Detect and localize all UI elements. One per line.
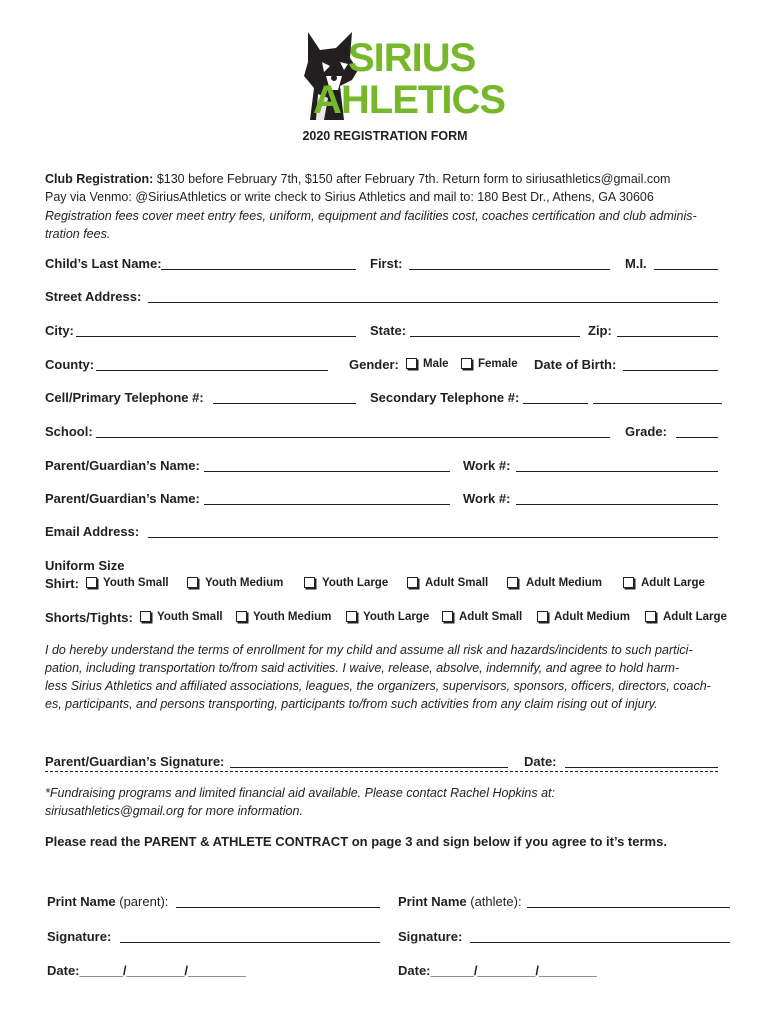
zip-field[interactable]: [617, 336, 718, 337]
form-title: 2020 REGISTRATION FORM: [302, 129, 468, 143]
parent-name-1-field[interactable]: [204, 471, 450, 472]
parent-signature-2-label: Signature:: [47, 929, 112, 944]
school-field[interactable]: [96, 437, 610, 438]
shirt-adult-large-label: Adult Large: [641, 577, 705, 589]
athlete-suffix: (athlete):: [466, 894, 522, 909]
shirt-adult-small-checkbox[interactable]: [407, 577, 418, 588]
parent-name-2-label: Parent/Guardian’s Name:: [45, 491, 200, 506]
shorts-adult-large-checkbox[interactable]: [645, 611, 656, 622]
waiver-line: I do hereby understand the terms of enrollment for my child and assume all risk and hazards/incidents to such partici-: [45, 643, 693, 657]
grade-field[interactable]: [676, 437, 718, 438]
date-of-birth-label: Date of Birth:: [534, 357, 617, 372]
first-name-label: First:: [370, 256, 403, 271]
parent-signature-label: Parent/Guardian’s Signature:: [45, 754, 225, 769]
state-field[interactable]: [410, 336, 580, 337]
shorts-adult-medium-checkbox[interactable]: [537, 611, 548, 622]
zip-label: Zip:: [588, 323, 612, 338]
waiver-line: less Sirius Athletics and affiliated associations, leagues, the organizers, supervisors, sponsors, officers, directors, coach-: [45, 679, 711, 693]
shorts-tights-label: Shorts/Tights:: [45, 610, 133, 625]
work-phone-1-label: Work #:: [463, 458, 511, 473]
uniform-size-heading: Uniform Size: [45, 558, 125, 573]
shorts-youth-small-checkbox[interactable]: [140, 611, 151, 622]
club-registration-label: Club Registration:: [45, 172, 154, 186]
work-phone-1-field[interactable]: [516, 471, 718, 472]
parent-name-2-field[interactable]: [204, 504, 450, 505]
signature-date-label: Date:: [524, 754, 557, 769]
logo: [300, 28, 506, 123]
secondary-phone-field-1[interactable]: [523, 403, 588, 404]
gender-female-checkbox[interactable]: [461, 358, 472, 369]
waiver-line: es, participants, and persons transporting, participants to/from such activities from any claim rising out of injury.: [45, 697, 658, 711]
logo-line-1: SIRIUS: [348, 36, 476, 80]
athlete-date-field[interactable]: Date:______/________/________: [398, 963, 597, 978]
print-name-parent-label: [47, 894, 168, 909]
parent-signature-2-field[interactable]: [120, 942, 380, 943]
shirt-adult-medium-checkbox[interactable]: [507, 577, 518, 588]
shirt-youth-medium-label: Youth Medium: [205, 577, 284, 589]
club-registration-fees: $130 before February 7th, $150 after February 7th. Return form to siriusathletics@gmail.com: [153, 172, 671, 186]
shirt-youth-small-checkbox[interactable]: [86, 577, 97, 588]
county-label: County:: [45, 357, 95, 372]
financial-aid-note-2: siriusathletics@gmail.org for more information.: [45, 804, 303, 818]
print-name-text: Print Name: [398, 894, 467, 909]
print-name-athlete-field[interactable]: [527, 907, 730, 908]
shirt-youth-large-label: Youth Large: [322, 577, 389, 589]
print-name-text: Print Name: [47, 894, 116, 909]
first-name-field[interactable]: [409, 269, 610, 270]
print-name-athlete-label: [398, 894, 522, 909]
shirt-youth-medium-checkbox[interactable]: [187, 577, 198, 588]
gender-female-label: Female: [478, 358, 518, 370]
middle-initial-label: M.I.: [625, 256, 647, 271]
payment-text: Pay via Venmo: @SiriusAthletics or write check to Sirius Athletics and mail to: 180 Best Dr., Athens, GA 30606: [45, 190, 654, 204]
shirt-label: Shirt:: [45, 576, 79, 591]
gender-male-label: Male: [423, 358, 449, 370]
email-label: Email Address:: [45, 524, 140, 539]
shirt-adult-small-label: Adult Small: [425, 577, 489, 589]
financial-aid-note-1: *Fundraising programs and limited financial aid available. Please contact Rachel Hopkins at:: [45, 786, 555, 800]
parent-signature-field[interactable]: [230, 767, 508, 768]
shorts-youth-large-label: Youth Large: [363, 611, 430, 623]
gender-label: Gender:: [349, 357, 399, 372]
shorts-adult-small-label: Adult Small: [459, 611, 523, 623]
email-field[interactable]: [148, 537, 718, 538]
shirt-youth-large-checkbox[interactable]: [304, 577, 315, 588]
waiver-line: pation, including transportation to/from said activities. I waive, release, absolve, indemnify, and agree to hold harm-: [45, 661, 680, 675]
parent-name-1-label: Parent/Guardian’s Name:: [45, 458, 200, 473]
secondary-phone-field-2[interactable]: [593, 403, 722, 404]
parent-suffix: (parent):: [115, 894, 169, 909]
childs-last-name-field[interactable]: [161, 269, 356, 270]
school-label: School:: [45, 424, 93, 439]
city-label: City:: [45, 323, 74, 338]
shirt-adult-large-checkbox[interactable]: [623, 577, 634, 588]
signature-dash-line: [45, 771, 718, 772]
shorts-youth-medium-label: Youth Medium: [253, 611, 332, 623]
shorts-youth-large-checkbox[interactable]: [346, 611, 357, 622]
shorts-youth-medium-checkbox[interactable]: [236, 611, 247, 622]
signature-date-field[interactable]: [565, 767, 718, 768]
grade-label: Grade:: [625, 424, 667, 439]
date-of-birth-field[interactable]: [623, 370, 718, 371]
shirt-adult-medium-label: Adult Medium: [526, 577, 603, 589]
athlete-signature-field[interactable]: [470, 942, 730, 943]
fees-note-2: tration fees.: [45, 227, 111, 241]
logo-line-2: HLETICS: [340, 78, 506, 122]
fees-note-1: Registration fees cover meet entry fees, uniform, equipment and facilities cost, coaches certification and club adminis-: [45, 209, 697, 223]
city-field[interactable]: [76, 336, 356, 337]
shirt-youth-small-label: Youth Small: [103, 577, 169, 589]
cell-phone-label: Cell/Primary Telephone #:: [45, 390, 204, 405]
middle-initial-field[interactable]: [654, 269, 718, 270]
print-name-parent-field[interactable]: [176, 907, 380, 908]
shorts-youth-small-label: Youth Small: [157, 611, 223, 623]
gender-male-checkbox[interactable]: [406, 358, 417, 369]
parent-date-field[interactable]: Date:______/________/________: [47, 963, 246, 978]
work-phone-2-field[interactable]: [516, 504, 718, 505]
street-address-field[interactable]: [148, 302, 718, 303]
childs-last-name-label: Child’s Last Name:: [45, 256, 162, 271]
state-label: State:: [370, 323, 407, 338]
club-registration-text: [45, 172, 670, 186]
shorts-adult-large-label: Adult Large: [663, 611, 727, 623]
shorts-adult-medium-label: Adult Medium: [554, 611, 631, 623]
street-address-label: Street Address:: [45, 289, 142, 304]
contract-note: Please read the PARENT & ATHLETE CONTRACT on page 3 and sign below if you agree to it’s terms.: [45, 834, 667, 849]
athlete-signature-label: Signature:: [398, 929, 463, 944]
county-field[interactable]: [96, 370, 328, 371]
shorts-adult-small-checkbox[interactable]: [442, 611, 453, 622]
logo-letter-a: A: [313, 78, 341, 122]
cell-phone-field[interactable]: [213, 403, 356, 404]
secondary-phone-label: Secondary Telephone #:: [370, 390, 520, 405]
work-phone-2-label: Work #:: [463, 491, 511, 506]
